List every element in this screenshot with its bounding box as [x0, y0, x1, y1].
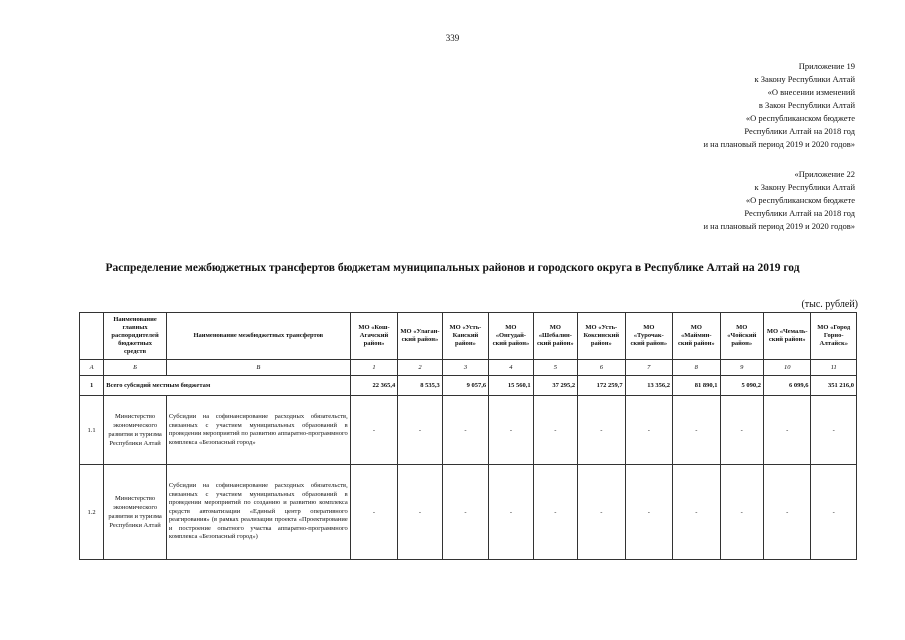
table-row	[80, 465, 857, 560]
value-cell: -	[720, 396, 763, 465]
row-number: 1.1	[80, 396, 104, 465]
value-cell: -	[489, 465, 533, 560]
value-cell: 13 356,2	[625, 376, 672, 396]
value-cell: -	[489, 396, 533, 465]
index-cell: 6	[578, 360, 625, 376]
index-cell: Б	[104, 360, 167, 376]
appendix-line: и на плановый период 2019 и 2020 годов»	[703, 139, 855, 149]
value-cell: -	[350, 396, 397, 465]
value-cell: 351 216,0	[811, 376, 857, 396]
value-cell: -	[533, 396, 577, 465]
transfers-table	[79, 312, 857, 560]
column-header: МО «Улаган-ский район»	[398, 313, 442, 360]
value-cell: -	[811, 465, 857, 560]
row-number: 1	[80, 376, 104, 396]
index-cell: 8	[673, 360, 720, 376]
document-title: Распределение межбюджетных трансфертов бюджетам муниципальных районов и городского округа в Республике Алтай на 2019 год	[105, 262, 800, 274]
value-cell: 81 890,1	[673, 376, 720, 396]
value-cell: -	[350, 465, 397, 560]
appendix-line: к Закону Республики Алтай	[754, 74, 855, 84]
column-header: МО «Маймин-ский район»	[673, 313, 720, 360]
value-cell: 37 295,2	[533, 376, 577, 396]
value-cell: 5 090,2	[720, 376, 763, 396]
appendix-line: к Закону Республики Алтай	[754, 182, 855, 192]
appendix-19-block	[704, 60, 856, 151]
transfer-description: Субсидии на софинансирование расходных обязательств, связанных с участием муниципальных образований в проведении мероприятий по развитию аппаратно-программного комплекса «Безопасный город»	[166, 396, 350, 465]
index-cell: 5	[533, 360, 577, 376]
appendix-22-block	[704, 168, 856, 233]
value-cell: -	[578, 396, 625, 465]
table-header-row	[80, 313, 857, 360]
value-cell: 8 535,3	[398, 376, 442, 396]
appendix-line: в Закон Республики Алтай	[758, 100, 855, 110]
value-cell: 15 560,1	[489, 376, 533, 396]
appendix-line: «Приложение 22	[794, 169, 855, 179]
value-cell: 22 365,4	[350, 376, 397, 396]
organization-cell: Министерство экономического развития и туризма Республики Алтай	[104, 465, 167, 560]
index-cell: В	[166, 360, 350, 376]
column-header: Наименование межбюджетных трансфертов	[166, 313, 350, 360]
index-cell: А	[80, 360, 104, 376]
value-cell: -	[533, 465, 577, 560]
index-cell: 11	[811, 360, 857, 376]
column-header: МО «Шебалин-ский район»	[533, 313, 577, 360]
value-cell: -	[625, 465, 672, 560]
index-cell: 10	[763, 360, 810, 376]
value-cell: 9 057,6	[442, 376, 488, 396]
column-header: МО «Город Горно-Алтайск»	[811, 313, 857, 360]
column-header: МО «Кош-Агачский район»	[350, 313, 397, 360]
value-cell: -	[673, 465, 720, 560]
column-index-row	[80, 360, 857, 376]
appendix-line: Приложение 19	[798, 61, 855, 71]
column-header: МО «Турочак-ский район»	[625, 313, 672, 360]
index-cell: 7	[625, 360, 672, 376]
value-cell: 172 259,7	[578, 376, 625, 396]
value-cell: -	[811, 396, 857, 465]
column-header	[80, 313, 104, 360]
organization-cell: Министерство экономического развития и туризма Республики Алтай	[104, 396, 167, 465]
appendix-line: «О внесении изменений	[767, 87, 855, 97]
column-header: МО «Онгудай-ский район»	[489, 313, 533, 360]
value-cell: -	[578, 465, 625, 560]
page-number: 339	[445, 33, 460, 43]
index-cell: 4	[489, 360, 533, 376]
value-cell: -	[398, 465, 442, 560]
total-row	[80, 376, 857, 396]
total-label: Всего субсидий местным бюджетам	[104, 376, 351, 396]
appendix-line: «О республиканском бюджете	[745, 195, 855, 205]
units-label: (тыс. рублей)	[801, 299, 858, 310]
row-number: 1.2	[80, 465, 104, 560]
value-cell: 6 099,6	[763, 376, 810, 396]
index-cell: 3	[442, 360, 488, 376]
column-header: МО «Чойский район»	[720, 313, 763, 360]
value-cell: -	[398, 396, 442, 465]
column-header: МО «Усть-Канский район»	[442, 313, 488, 360]
column-header: МО «Чемаль-ский район»	[763, 313, 810, 360]
column-header: МО «Усть-Коксинский район»	[578, 313, 625, 360]
value-cell: -	[720, 465, 763, 560]
table-row	[80, 396, 857, 465]
value-cell: -	[673, 396, 720, 465]
value-cell: -	[763, 465, 810, 560]
index-cell: 2	[398, 360, 442, 376]
appendix-line: и на плановый период 2019 и 2020 годов»	[703, 221, 855, 231]
value-cell: -	[763, 396, 810, 465]
transfer-description: Субсидии на софинансирование расходных обязательств, связанных с участием муниципальных образований в проведении мероприятий по созданию и развитию комплекса средств автоматизации «Единый центр оперативного реагирования» (в рамках реализации проекта «Проектирование и построение опытного участка аппаратно-программного комплекса «Безопасный город»)	[166, 465, 350, 560]
value-cell: -	[625, 396, 672, 465]
appendix-line: «О республиканском бюджете	[745, 113, 855, 123]
value-cell: -	[442, 465, 488, 560]
index-cell: 9	[720, 360, 763, 376]
index-cell: 1	[350, 360, 397, 376]
value-cell: -	[442, 396, 488, 465]
appendix-line: Республики Алтай на 2018 год	[744, 208, 855, 218]
appendix-line: Республики Алтай на 2018 год	[744, 126, 855, 136]
column-header: Наименование главных распорядителей бюджетных средств	[104, 313, 167, 360]
